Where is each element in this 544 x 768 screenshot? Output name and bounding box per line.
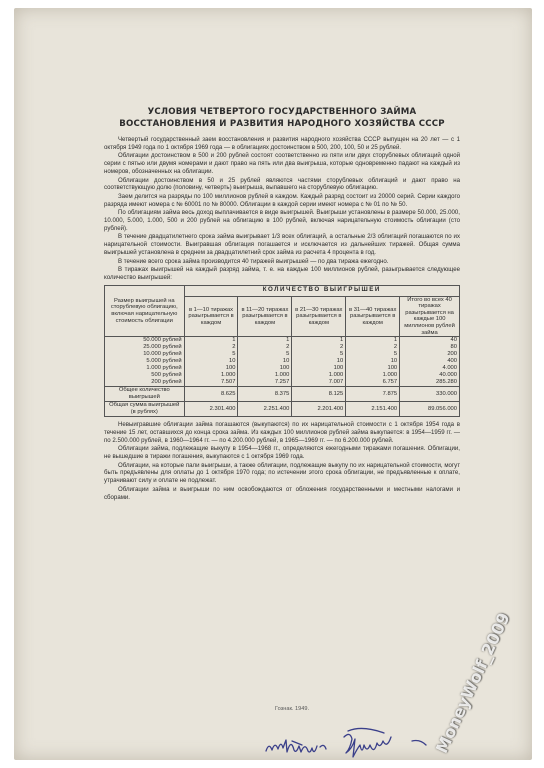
table-cell: 100 [346, 365, 400, 372]
signature-right [344, 734, 391, 757]
table-cell: 1 [238, 337, 292, 345]
paragraph-redemption-share: В течение двадцатилетнего срока займа выигрывает 1/3 всех облигаций, а остальные 2/3 облигаций погашаются по их нарицательной стоимости. Выигравшая облигация погашается и исключается из дальнейших тиражей. Общая сумма выигрышей установлена в среднем за двадцатилетний срок займа из расчета 4 процента в год. [104, 233, 460, 256]
prize-size-label: 25.000 рублей [105, 344, 185, 351]
table-cell: 8.125 [292, 387, 346, 402]
table-cell: 2.201.400 [292, 402, 346, 417]
table-cell: 1 [346, 337, 400, 345]
table-cell: 5 [184, 351, 238, 358]
table-cell: 10 [238, 358, 292, 365]
table-cell: 10 [184, 358, 238, 365]
table-cell: 10 [346, 358, 400, 365]
table-cell: 2 [184, 344, 238, 351]
table-cell: 7.007 [292, 379, 346, 387]
watermark: MoneyWolf_2009 [432, 609, 514, 757]
prize-size-label: 5.000 рублей [105, 358, 185, 365]
title-line-2: ВОССТАНОВЛЕНИЯ И РАЗВИТИЯ НАРОДНОГО ХОЗЯЙСТВА СССР [119, 119, 445, 129]
table-cell: 1.000 [238, 372, 292, 379]
paragraph-series: Заем делится на разряды по 100 миллионов рублей в каждом. Каждый разряд состоит из 20000 серий. Серии каждого разряда имеют номера с № 60001 по № 80000. Облигации в каждой серии имеют номера с № 01 по № 50. [104, 192, 460, 208]
conditions-title [104, 106, 460, 130]
table-cell: 100 [184, 365, 238, 372]
paragraph-payment-deadline: Облигации, на которые пали выигрыши, а также облигации, подлежащие выкупу по их нарицательной стоимости, могут быть предъявлены для оплаты до 1 октября 1970 года; по истечении этого срока облигации, не предъявленные к оплате, утрачивают силу и оплате не подлежат. [104, 461, 460, 485]
table-cell: 40 [400, 337, 460, 345]
prize-size-header: Размер выигрышей на сторублевую облигацию, включая нарицательную стоимость облигации [105, 285, 185, 337]
paragraph-tax-exemption: Облигации займа и выигрыши по ним освобождаются от обложения государственными и местными налогами и сборами. [104, 485, 460, 501]
table-cell: 4.000 [400, 365, 460, 372]
draws-11-20-header: в 11—20 тиражах разыгрывается в каждом [238, 296, 292, 337]
table-cell: 6.757 [346, 379, 400, 387]
paragraph-draw-count: В течение всего срока займа производится 40 тиражей выигрышей — по два тиража ежегодно. [118, 257, 389, 265]
table-cell: 10 [292, 358, 346, 365]
table-cell: 400 [400, 358, 460, 365]
total-40-draws-header: Итого во всех 40 тиражах разыгрывается на каждые 100 миллионов рублей займа [400, 296, 460, 337]
loan-conditions [104, 106, 460, 501]
table-cell: 1 [184, 337, 238, 345]
paragraph-term: Четвертый государственный заем восстановления и развития народного хозяйства СССР выпущен на 20 лет — с 1 октября 1949 года по 1 октября 1969 года — в облигациях достоинством в 500, 200, 100, 50 и 25 рублей. [104, 136, 460, 151]
table-cell: 1.000 [184, 372, 238, 379]
table-cell: 200 [400, 351, 460, 358]
signature-left-flourish [292, 741, 326, 749]
table-row [105, 379, 460, 387]
paragraph-redemption-draws: Облигации займа, подлежащие выкупу в 1954—1968 гг., определяются ежегодными тиражами погашения. Облигации, не вышедшие в тиражи погашения, выкупаются с 1 октября 1969 года. [104, 445, 460, 461]
total-sum-row [105, 402, 460, 417]
printer-mark: Гознак. 1949. [274, 706, 310, 712]
paragraph-table-intro: В тиражах выигрышей на каждый разряд займа, т. е. на каждые 100 миллионов рублей, разыгрывается следующее количество выигрышей: [104, 266, 460, 281]
table-cell: 2.251.400 [238, 402, 292, 417]
table-cell: 80 [400, 344, 460, 351]
prize-count-header: КОЛИЧЕСТВО ВЫИГРЫШЕЙ [184, 285, 459, 296]
table-cell: 2.151.400 [346, 402, 400, 417]
table-cell: 1.000 [292, 372, 346, 379]
total-count-label: Общее количество выигрышей [105, 387, 185, 402]
table-cell: 285.280 [400, 379, 460, 387]
paragraph-prizes: По облигациям займа весь доход выплачивается в виде выигрышей. Выигрыши установлены в размере 50.000, 25.000, 10.000, 5.000, 1.000, 500 и 200 рублей на облигацию в 100 рублей, включая нарицательную стоимость облигации (сто рублей). [104, 209, 460, 232]
paragraph-denominations: Облигации достоинством в 500 и 200 рублей состоят соответственно из пяти или двух сторублевых облигаций одной серии с пятью или двумя номерами и дают право на пять или два выигрыша, которые одновременно падают на каждый из номеров, обозначенных на облигации. [104, 152, 460, 175]
prize-rows [105, 337, 460, 387]
prize-size-label: 1.000 рублей [105, 365, 185, 372]
table-cell: 2 [292, 344, 346, 351]
paragraph-buyback: Невыигравшие облигации займа погашаются (выкупаются) по их нарицательной стоимости с 1 октября 1954 года в течение 15 лет, оставшихся до конца срока займа. Из каждых 100 миллионов рублей займа выкупается: в 1954—1959 гг. — по 2.500.000 рублей, в 1960—1964 гг. — по 4.200.000 рублей, в 1965—1969 гг. — по 6.200.000 рублей. [104, 421, 460, 444]
total-count-row [105, 387, 460, 402]
paragraph-fractions: Облигации достоинством в 50 и 25 рублей являются частями сторублевых облигаций и дают право на соответствующую долю (половину, четверть) выигрыша, выпавшего на сторублевую облигацию. [104, 176, 460, 192]
table-cell: 2 [346, 344, 400, 351]
table-cell: 7.257 [238, 379, 292, 387]
total-sum-label: Общая сумма выигрышей (в рублях) [105, 402, 185, 417]
table-cell: 100 [292, 365, 346, 372]
table-cell: 2 [238, 344, 292, 351]
table-cell: 5 [346, 351, 400, 358]
table-cell: 5 [292, 351, 346, 358]
signature-left [266, 740, 317, 752]
signature-right-flourish [348, 728, 426, 745]
table-cell: 1.000 [346, 372, 400, 379]
table-cell: 5 [238, 351, 292, 358]
table-cell: 8.625 [184, 387, 238, 402]
bond-back-page [14, 8, 532, 760]
prize-size-label: 200 рублей [105, 379, 185, 387]
prize-size-label: 50.000 рублей [105, 337, 185, 345]
draws-21-30-header: в 21—30 тиражах разыгрывается в каждом [292, 296, 346, 337]
table-cell: 40.000 [400, 372, 460, 379]
draws-1-10-header: в 1—10 тиражах разыгрывается в каждом [184, 296, 238, 337]
draws-31-40-header: в 31—40 тиражах разыгрывается в каждом [346, 296, 400, 337]
table-cell: 1 [292, 337, 346, 345]
table-cell: 2.301.400 [184, 402, 238, 417]
prize-size-label: 10.000 рублей [105, 351, 185, 358]
table-cell: 7.507 [184, 379, 238, 387]
signatures [262, 723, 442, 760]
table-cell: 100 [238, 365, 292, 372]
prizes-table [104, 285, 460, 418]
table-cell: 330.000 [400, 387, 460, 402]
table-cell: 8.375 [238, 387, 292, 402]
table-cell: 7.875 [346, 387, 400, 402]
table-cell: 89.056.000 [400, 402, 460, 417]
prize-size-label: 500 рублей [105, 372, 185, 379]
title-line-1: УСЛОВИЯ ЧЕТВЕРТОГО ГОСУДАРСТВЕННОГО ЗАЙМА [147, 107, 417, 117]
